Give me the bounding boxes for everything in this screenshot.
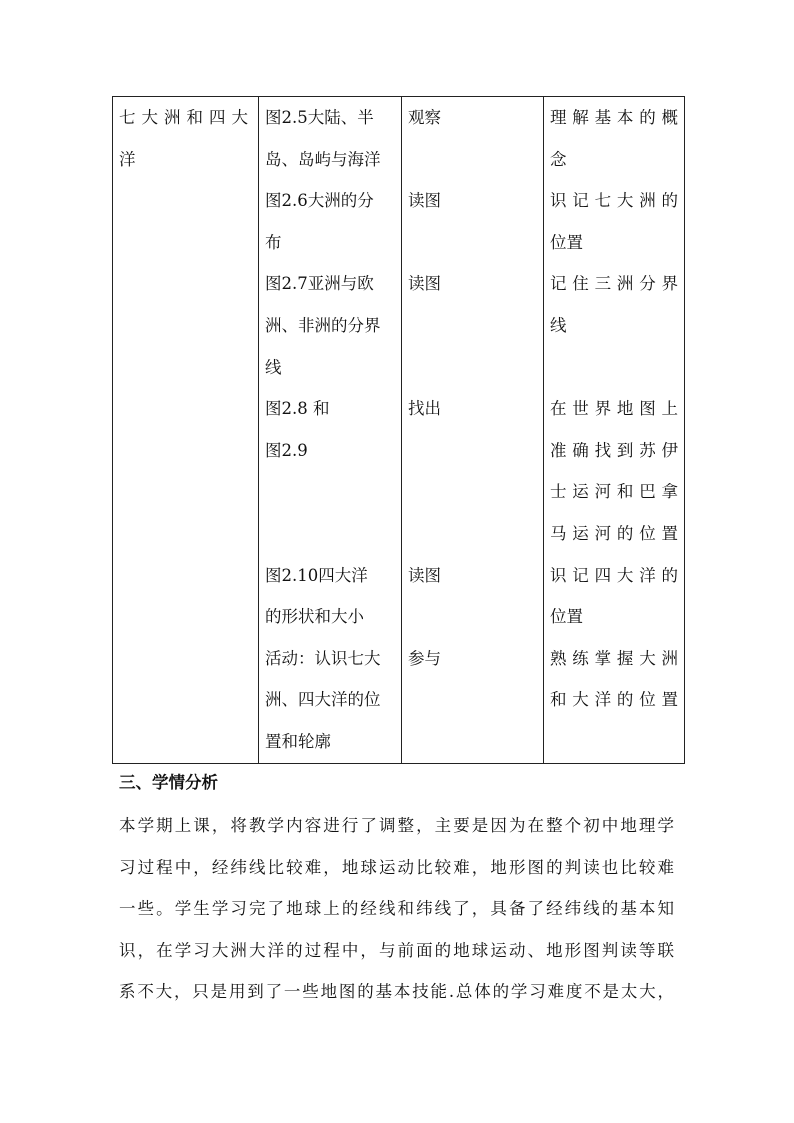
resource-line: 图2.9 [265, 440, 308, 460]
section-heading: 三、学情分析 [119, 773, 218, 792]
goal-line: 在世界地图上 [550, 399, 678, 419]
paragraph-line: 系不大，只是用到了一些地图的基本技能.总体的学习难度不是太大， [119, 982, 674, 1002]
activity-line [408, 305, 537, 347]
activity-line: 参与 [408, 648, 441, 668]
paragraph-line: 习过程中，经纬线比较难，地球运动比较难，地形图的判读也比较难 [119, 857, 674, 877]
goal-line: 位置 [550, 232, 583, 252]
analysis-paragraph [119, 812, 674, 1020]
goal-line: 士运河和巴拿 [550, 482, 678, 502]
topic-line: 七大洲和四大 [119, 108, 248, 127]
activity-line [408, 222, 537, 264]
activity-line [408, 139, 537, 181]
activity-line: 观察 [408, 108, 441, 127]
topic-line: 洋 [119, 149, 136, 169]
table-row [113, 97, 685, 764]
resource-line: 岛、岛屿与海洋 [265, 149, 381, 169]
goal-line: 记住三洲分界 [550, 274, 678, 294]
goal-line: 识记七大洲的 [550, 191, 678, 211]
activity-line [408, 430, 537, 472]
activity-line [408, 596, 537, 638]
resource-line: 的形状和大小 [265, 607, 364, 627]
goal-line: 熟练掌握大洲 [550, 648, 678, 668]
resource-line: 图2.8 和 [265, 399, 330, 419]
resource-cell [259, 97, 402, 764]
activity-line [408, 679, 537, 721]
resource-line: 活动：认识七大 [265, 648, 381, 668]
activity-line [408, 347, 537, 389]
resource-line: 图2.10四大洋 [265, 565, 368, 585]
resource-line: 图2.5大陆、半 [265, 108, 374, 127]
resource-line [265, 471, 395, 513]
resource-line [265, 513, 395, 555]
lesson-table [112, 96, 685, 764]
goal-line [550, 347, 678, 389]
resource-line: 线 [265, 357, 282, 377]
activity-line: 找出 [408, 399, 441, 419]
resource-line: 布 [265, 232, 282, 252]
activity-line [408, 721, 537, 763]
activity-line: 读图 [408, 274, 441, 294]
resource-line: 置和轮廓 [265, 731, 331, 751]
goal-line: 位置 [550, 607, 583, 627]
activity-line [408, 471, 537, 513]
paragraph-line: 本学期上课，将教学内容进行了调整，主要是因为在整个初中地理学 [119, 816, 674, 835]
resource-line: 图2.7亚洲与欧 [265, 274, 374, 294]
topic-cell [113, 97, 259, 764]
goal-line: 念 [550, 149, 567, 169]
goal-line [550, 721, 678, 763]
goal-line: 识记四大洋的 [550, 565, 678, 585]
goal-cell [544, 97, 685, 764]
paragraph-line: 识，在学习大洲大洋的过程中，与前面的地球运动、地形图判读等联 [119, 940, 674, 960]
goal-line: 线 [550, 315, 567, 335]
goal-line: 和大洋的位置 [550, 690, 678, 710]
activity-line [408, 513, 537, 555]
resource-line: 图2.6大洲的分 [265, 191, 374, 211]
goal-line: 理解基本的概 [550, 108, 678, 127]
goal-line: 马运河的位置 [550, 523, 678, 543]
resource-line: 洲、四大洋的位 [265, 690, 381, 710]
activity-line: 读图 [408, 191, 441, 211]
resource-line: 洲、非洲的分界 [265, 315, 381, 335]
goal-line: 准确找到苏伊 [550, 440, 678, 460]
activity-cell [402, 97, 544, 764]
activity-line: 读图 [408, 565, 441, 585]
paragraph-line: 一些。学生学习完了地球上的经线和纬线了，具备了经纬线的基本知 [119, 899, 674, 919]
